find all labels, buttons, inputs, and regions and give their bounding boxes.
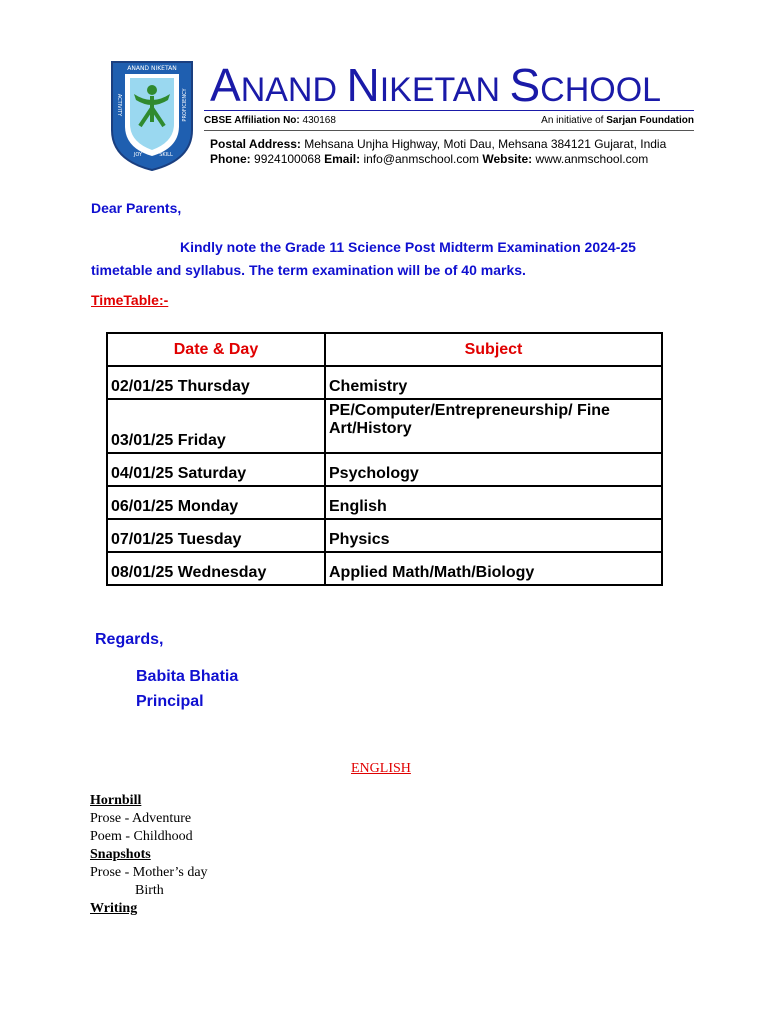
header-date-day: Date & Day bbox=[107, 333, 325, 366]
school-name-rest-2: IKETAN bbox=[379, 71, 510, 109]
syllabus-list bbox=[90, 792, 208, 918]
postal-value: Mehsana Unjha Highway, Moti Dau, Mehsana 384121 Gujarat, India bbox=[304, 137, 667, 151]
email-value[interactable]: info@anmschool.com bbox=[363, 152, 480, 166]
row-date: 03/01/25 Friday bbox=[107, 399, 325, 453]
postal-label: Postal Address: bbox=[210, 137, 301, 151]
header-rule-mid bbox=[204, 130, 694, 131]
row-date: 08/01/25 Wednesday bbox=[107, 552, 325, 585]
row-date: 02/01/25 Thursday bbox=[107, 366, 325, 399]
logo-text-top: ANAND NIKETAN bbox=[127, 65, 177, 72]
contact-line bbox=[210, 152, 666, 167]
initiative-org: Sarjan Foundation bbox=[606, 115, 694, 126]
phone-label: Phone: bbox=[210, 152, 251, 166]
affiliation bbox=[204, 115, 336, 126]
syllabus-item: Prose - Adventure bbox=[90, 811, 192, 826]
phone-value: 9924100068 bbox=[254, 152, 321, 166]
logo-text-left: ACTIVITY bbox=[116, 93, 122, 117]
syllabus-heading: Hornbill bbox=[90, 793, 142, 808]
school-name-cap-1: A bbox=[210, 59, 241, 111]
logo-text-bottom-left: JOY bbox=[133, 152, 143, 158]
timetable-header-row bbox=[107, 333, 662, 366]
initiative-line bbox=[541, 115, 694, 126]
syllabus-item: Birth bbox=[135, 883, 164, 898]
syllabus-heading: Writing bbox=[90, 901, 138, 916]
header-rule-top bbox=[204, 110, 694, 111]
postal-line bbox=[210, 137, 666, 152]
timetable-label: TimeTable:- bbox=[91, 292, 169, 308]
table-row bbox=[107, 366, 662, 399]
row-subject: Applied Math/Math/Biology bbox=[325, 552, 662, 585]
table-row bbox=[107, 453, 662, 486]
initiative-prefix: An initiative of bbox=[541, 115, 604, 126]
logo-text-bottom-right: SKILL bbox=[159, 152, 173, 158]
row-subject: Chemistry bbox=[325, 366, 662, 399]
contact-block bbox=[210, 137, 666, 167]
row-subject: Physics bbox=[325, 519, 662, 552]
school-name-cap-2: N bbox=[346, 59, 380, 111]
table-row bbox=[107, 486, 662, 519]
logo-text-right: PROFICIENCY bbox=[182, 88, 188, 122]
affiliation-number: 430168 bbox=[302, 115, 336, 126]
row-date: 04/01/25 Saturday bbox=[107, 453, 325, 486]
row-date: 06/01/25 Monday bbox=[107, 486, 325, 519]
letter-body bbox=[91, 236, 681, 282]
website-label: Website: bbox=[482, 152, 533, 166]
regards: Regards, bbox=[95, 631, 164, 648]
row-subject: Psychology bbox=[325, 453, 662, 486]
row-subject: English bbox=[325, 486, 662, 519]
table-row bbox=[107, 552, 662, 585]
syllabus-title: ENGLISH bbox=[351, 761, 411, 776]
row-date: 07/01/25 Tuesday bbox=[107, 519, 325, 552]
school-name-rest-1: NAND bbox=[240, 71, 347, 109]
school-name bbox=[210, 58, 661, 112]
table-row bbox=[107, 399, 662, 453]
signatory-name: Babita Bhatia bbox=[136, 668, 239, 685]
website-value[interactable]: www.anmschool.com bbox=[535, 152, 649, 166]
signatory-title: Principal bbox=[136, 693, 204, 710]
school-name-cap-3: S bbox=[509, 59, 541, 111]
salutation: Dear Parents, bbox=[91, 200, 182, 216]
timetable bbox=[106, 332, 663, 586]
syllabus-item: Prose - Mother’s day bbox=[90, 865, 208, 880]
syllabus-heading: Snapshots bbox=[90, 847, 151, 862]
row-subject: PE/Computer/Entrepreneurship/ Fine Art/History bbox=[325, 399, 662, 453]
school-logo bbox=[108, 60, 196, 172]
table-row bbox=[107, 519, 662, 552]
syllabus-item: Poem - Childhood bbox=[90, 829, 193, 844]
email-label: Email: bbox=[324, 152, 361, 166]
letter-body-text: Kindly note the Grade 11 Science Post Midterm Examination 2024-25 timetable and syllabus. The term examination will be of 40 marks. bbox=[91, 239, 636, 278]
affiliation-label: CBSE Affiliation No: bbox=[204, 115, 300, 126]
header-subject: Subject bbox=[325, 333, 662, 366]
school-name-rest-3: CHOOL bbox=[540, 71, 662, 109]
